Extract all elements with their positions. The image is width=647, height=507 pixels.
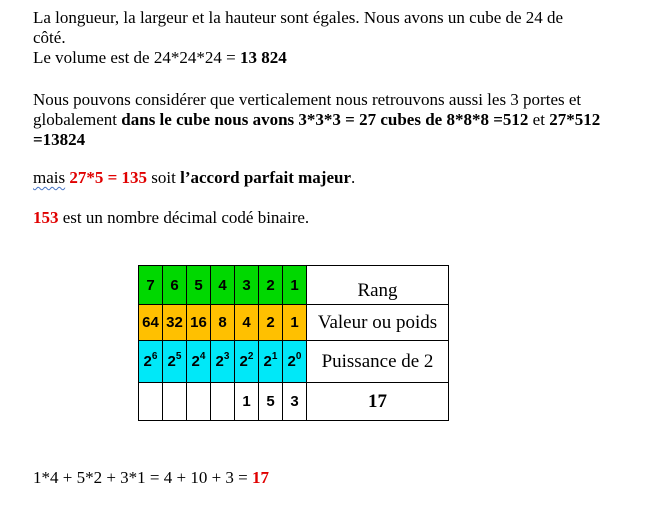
power-base: 2 xyxy=(191,353,200,370)
rang-row xyxy=(139,266,449,305)
power-cell xyxy=(139,341,163,383)
rang-cell: 5 xyxy=(187,266,211,305)
formula-result: 17 xyxy=(252,468,270,487)
rang-cell: 3 xyxy=(235,266,259,305)
weight-cell: 2 xyxy=(259,305,283,341)
digits-row xyxy=(139,383,449,421)
power-exponent: 4 xyxy=(199,351,206,362)
red-value: 153 xyxy=(33,208,59,227)
paragraph-cube-volume xyxy=(33,8,563,68)
text: et xyxy=(528,110,550,129)
digit-cell xyxy=(139,383,163,421)
rang-label: Rang xyxy=(307,266,449,305)
power-exponent: 1 xyxy=(271,351,278,362)
volume-value: 13 824 xyxy=(239,48,287,67)
formula-text: 1*4 + 5*2 + 3*1 = 4 + 10 + 3 = xyxy=(33,468,253,487)
text: . xyxy=(351,168,356,187)
digit-cell xyxy=(163,383,187,421)
text: est un nombre décimal codé binaire. xyxy=(58,208,310,227)
power-base: 2 xyxy=(239,353,248,370)
digit-cell xyxy=(187,383,211,421)
power-cell xyxy=(259,341,283,383)
powers-row xyxy=(139,341,449,383)
rang-cell: 1 xyxy=(283,266,307,305)
weight-cell: 4 xyxy=(235,305,259,341)
power-exponent: 0 xyxy=(295,351,302,362)
power-exponent: 6 xyxy=(151,351,158,362)
power-base: 2 xyxy=(167,353,176,370)
red-value: 27*5 = 135 xyxy=(69,168,148,187)
text: La longueur, la largeur et la hauteur sont égales. Nous avons un cube de 24 de xyxy=(33,8,564,27)
rang-cell: 4 xyxy=(211,266,235,305)
powers-label: Puissance de 2 xyxy=(307,341,449,383)
power-cell xyxy=(187,341,211,383)
weights-row xyxy=(139,305,449,341)
spellcheck-word: mais xyxy=(33,168,66,187)
formula-line xyxy=(33,468,269,488)
power-cell xyxy=(235,341,259,383)
power-base: 2 xyxy=(215,353,224,370)
paragraph-accord xyxy=(33,168,355,188)
power-exponent: 2 xyxy=(247,351,254,362)
power-cell xyxy=(283,341,307,383)
weight-cell: 32 xyxy=(163,305,187,341)
weight-cell: 64 xyxy=(139,305,163,341)
bold-text: dans le cube nous avons 3*3*3 = 27 cubes de 8*8*8 =512 xyxy=(121,110,529,129)
bold-text: 27*512 =13824 xyxy=(33,110,601,149)
text: côté. xyxy=(33,28,66,47)
weight-cell: 8 xyxy=(211,305,235,341)
digit-cell xyxy=(211,383,235,421)
digit-cell: 5 xyxy=(259,383,283,421)
weights-label: Valeur ou poids xyxy=(307,305,449,341)
weight-cell: 16 xyxy=(187,305,211,341)
rang-cell: 2 xyxy=(259,266,283,305)
power-base: 2 xyxy=(263,353,272,370)
text: soit xyxy=(147,168,181,187)
rang-cell: 6 xyxy=(163,266,187,305)
weight-cell: 1 xyxy=(283,305,307,341)
text: Le volume est de 24*24*24 = xyxy=(33,48,240,67)
rang-cell: 7 xyxy=(139,266,163,305)
text: Nous pouvons considérer que verticalement nous retrouvons aussi les 3 portes et globalement xyxy=(33,90,582,129)
sum-value: 17 xyxy=(307,383,449,421)
paragraph-bcd xyxy=(33,208,309,228)
power-base: 2 xyxy=(287,353,296,370)
paragraph-cubes xyxy=(33,90,643,150)
bcd-table xyxy=(138,265,449,421)
power-exponent: 5 xyxy=(175,351,182,362)
power-cell xyxy=(163,341,187,383)
power-cell xyxy=(211,341,235,383)
power-exponent: 3 xyxy=(223,351,230,362)
bold-text: l’accord parfait majeur xyxy=(180,168,351,187)
digit-cell: 1 xyxy=(235,383,259,421)
digit-cell: 3 xyxy=(283,383,307,421)
power-base: 2 xyxy=(143,353,152,370)
